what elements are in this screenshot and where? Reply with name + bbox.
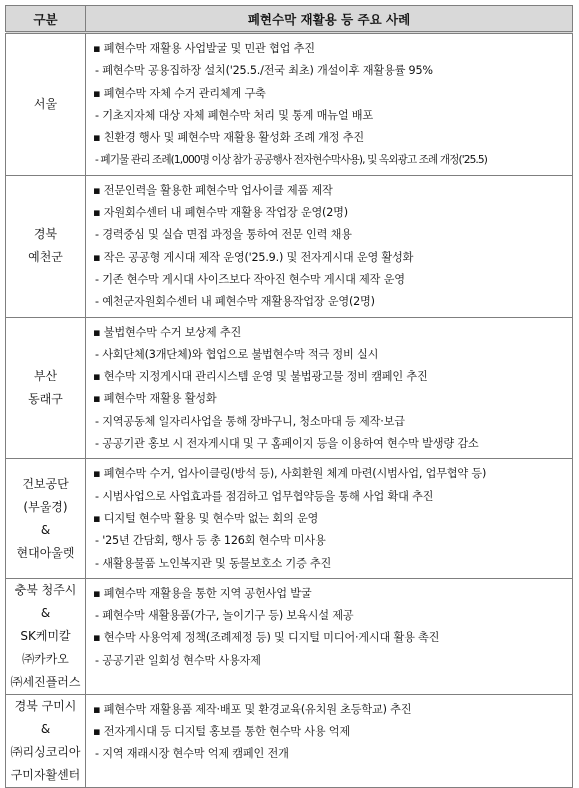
category-line: 동래구 [28, 391, 63, 406]
row-category [6, 694, 86, 787]
row-category [6, 317, 86, 459]
bullet-item: ▪ 전문인력을 활용한 폐현수막 업사이클 제품 제작 [93, 183, 333, 197]
category-line: 구미자활센터 [10, 767, 81, 782]
category-line: 충북 청주시 [14, 582, 77, 597]
sub-item: - 지역 재래시장 현수막 억제 캠페인 전개 [95, 747, 289, 761]
category-line: 경북 구미시 [14, 698, 77, 713]
category-line: SK케미칼 [20, 628, 71, 643]
sub-item: - 새활용물품 노인복지관 및 동물보호소 기증 추진 [95, 556, 332, 570]
category-line: ㈜카카오 [22, 651, 69, 666]
table-row [6, 694, 573, 787]
row-items [86, 33, 573, 176]
header-content: 폐현수막 재활용 등 주요 사례 [86, 6, 573, 33]
table-row [6, 33, 573, 176]
table-row [6, 175, 573, 317]
category-line: 현대아울렛 [16, 545, 75, 560]
category-line: 경북 [33, 227, 58, 242]
row-category [6, 33, 86, 176]
sub-item: - 기초지자체 대상 자체 폐현수막 처리 및 통계 매뉴얼 배포 [95, 108, 374, 122]
sub-item: - 예천군자원회수센터 내 폐현수막 재활용작업장 운영(2명) [95, 295, 375, 309]
bullet-item: ▪ 현수막 사용억제 정책(조례제정 등) 및 디지털 미디어·게시대 활용 촉진 [93, 631, 440, 645]
bullet-item: ▪ 디지털 현수막 활용 및 현수막 없는 회의 운영 [93, 511, 319, 525]
bullet-item: ▪ 친환경 행사 및 폐현수막 재활용 활성화 조례 개정 추진 [93, 131, 364, 145]
category-line: (부울경) [23, 499, 68, 514]
category-line: 예천군 [28, 250, 63, 265]
bullet-item: ▪ 폐현수막 자체 수거 관리체계 구축 [93, 86, 266, 100]
category-line: & [40, 522, 51, 537]
bullet-item: ▪ 불법현수막 수거 보상제 추진 [93, 325, 242, 339]
sub-item: - '25년 간담회, 행사 등 총 126회 현수막 미사용 [95, 534, 326, 548]
category-line: & [40, 721, 51, 736]
sub-item: - 사회단체(3개단체)와 협업으로 불법현수막 적극 정비 실시 [95, 347, 379, 361]
bullet-item: ▪ 전자게시대 등 디지털 홍보를 통한 현수막 사용 억제 [93, 725, 350, 739]
category-line: & [40, 605, 51, 620]
sub-item: - 폐현수막 공용집하장 설치('25.5./전국 최초) 개설이후 재활용률 95% [95, 64, 433, 78]
sub-item: - 경력중심 및 실습 면접 과정을 통하여 전문 인력 채용 [95, 228, 352, 242]
category-line: 서울 [33, 96, 58, 111]
bullet-item: ▪ 자원회수센터 내 폐현수막 재활용 작업장 운영(2명) [93, 206, 348, 220]
bullet-item: ▪ 폐현수막 수거, 업사이클링(방석 등), 사회환원 체계 마련(시범사업, 업무협약 등) [93, 467, 487, 481]
table-row [6, 459, 573, 578]
row-items [86, 317, 573, 459]
row-items [86, 694, 573, 787]
table-header-row [6, 6, 573, 33]
sub-item: - 공공기관 홍보 시 전자게시대 및 구 홈페이지 등을 이용하여 현수막 발생량 감소 [95, 437, 479, 451]
bullet-item: ▪ 현수막 지정게시대 관리시스템 운영 및 불법광고물 정비 캠페인 추진 [93, 370, 428, 384]
row-category [6, 175, 86, 317]
row-items [86, 175, 573, 317]
header-category: 구분 [6, 6, 86, 33]
bullet-item: ▪ 폐현수막 재활용을 통한 지역 공헌사업 발굴 [93, 586, 312, 600]
row-category [6, 578, 86, 694]
category-line: ㈜리싱코리아 [10, 744, 81, 759]
sub-item: - 지역공동체 일자리사업을 통해 장바구니, 청소마대 등 제작·보급 [95, 414, 405, 428]
sub-item: - 시범사업으로 사업효과를 점검하고 업무협약등을 통해 사업 확대 추진 [95, 489, 434, 503]
row-items [86, 578, 573, 694]
table-row [6, 317, 573, 459]
bullet-item: ▪ 폐현수막 재활용 활성화 [93, 392, 217, 406]
category-line: 부산 [33, 368, 58, 383]
category-line: ㈜세진플러스 [10, 674, 81, 689]
sub-item: - 공공기관 일회성 현수막 사용자제 [95, 653, 261, 667]
bullet-item: ▪ 폐현수막 재활용품 제작·배포 및 환경교육(유치원 초등학교) 추진 [93, 702, 412, 716]
cases-table [5, 5, 573, 788]
sub-item: - 기존 현수막 게시대 사이즈보다 작아진 현수막 게시대 제작 운영 [95, 272, 405, 286]
bullet-item: ▪ 작은 공공형 게시대 제작 운영('25.9.) 및 전자게시대 운영 활성화 [93, 250, 414, 264]
table-row [6, 578, 573, 694]
table-body [6, 33, 573, 788]
row-items [86, 459, 573, 578]
sub-item: - 폐기물 관리 조례(1,000명 이상 참가 공공행사 전자현수막사용), 및 옥외광고 조례 개정('25.5) [95, 154, 487, 167]
category-line: 건보공단 [22, 476, 69, 491]
sub-item: - 폐현수막 새활용품(가구, 놀이기구 등) 보육시설 제공 [95, 609, 354, 623]
row-category [6, 459, 86, 578]
bullet-item: ▪ 폐현수막 재활용 사업발굴 및 민관 협업 추진 [93, 42, 315, 55]
